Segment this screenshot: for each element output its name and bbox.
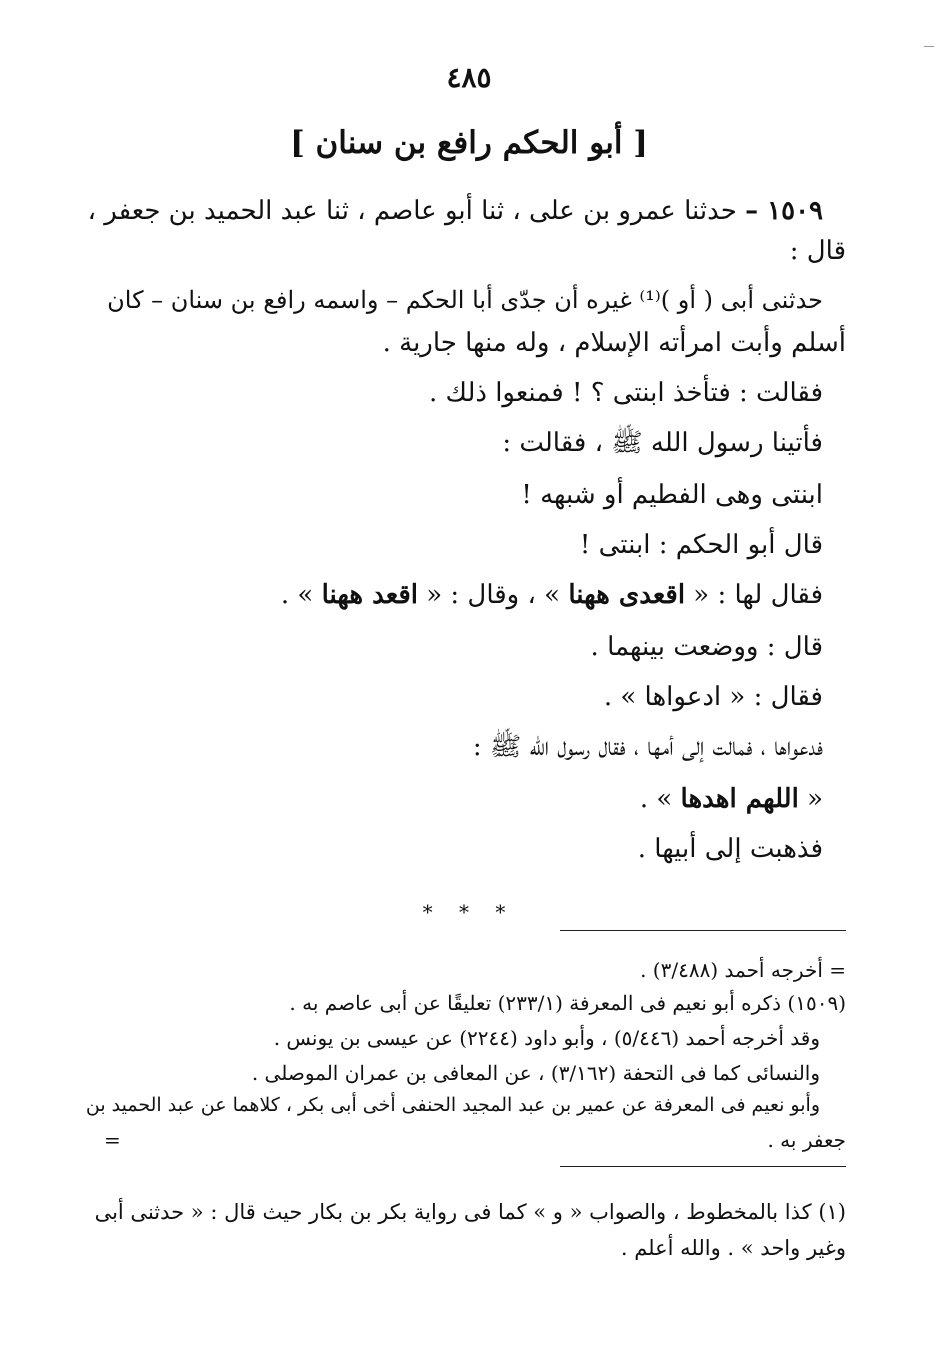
hadith-line-4: أسلم وأبت امرأته الإسلام ، وله منها جارية .	[382, 328, 846, 358]
footnote-line-6: جعفر به .	[767, 1128, 846, 1152]
hadith-line-11: فقال : « ادعواها » .	[603, 682, 823, 712]
footnote-rule-bottom	[560, 1166, 846, 1167]
page-edge-mark	[924, 46, 934, 47]
hadith-line-1	[88, 198, 823, 224]
hadith-line-13	[640, 786, 823, 812]
quote-prayer: اللهم اهدها	[680, 784, 799, 814]
quote-sit-here-male: اقعد ههنا	[321, 580, 418, 610]
line-9-part-e: » .	[280, 580, 322, 610]
quote-sit-here-female: اقعدى ههنا	[568, 580, 686, 610]
line-9-part-c: » ، وقال : «	[417, 580, 569, 610]
footnote-rule-top	[560, 930, 846, 931]
footnote-line-5: وأبو نعيم فى المعرفة عن عمير بن عبد المجيد الحنفى أخى أبى بكر ، كلاهما عن عبد الحميد بن	[85, 1094, 820, 1116]
hadith-line-12: فدعواها ، فمالت إلى أمها ، فقال رسول الله ﷺ :	[472, 732, 823, 762]
footnote-line-3: وقد أخرجه أحمد (٥/٤٤٦) ، وأبو داود (٢٢٤٤) عن عيسى بن يونس .	[273, 1026, 820, 1050]
note-line-2: وغير واحد » . والله أعلم .	[620, 1236, 846, 1260]
hadith-line-3: حدثنى أبى ( أو )⁽¹⁾ غيره أن جدّى أبا الحكم – واسمه رافع بن سنان – كان	[107, 286, 823, 314]
line-9-part-a: فقال لها : «	[685, 580, 823, 610]
line-13-part-a: «	[798, 784, 823, 814]
page-number: ٤٨٥	[446, 61, 492, 94]
hadith-line-8: قال أبو الحكم : ابنتى !	[579, 530, 823, 560]
hadith-line-14: فذهبت إلى أبيها .	[637, 834, 823, 864]
hadith-line-6: فأتينا رسول الله ﷺ ، فقالت :	[502, 428, 823, 458]
hadith-line-9	[281, 582, 823, 608]
footnote-line-2: (١٥٠٩) ذكره أبو نعيم فى المعرفة (٢٣٣/١) تعليقًا عن أبى عاصم به .	[289, 991, 846, 1015]
hadith-line-10: قال : ووضعت بينهما .	[590, 632, 823, 662]
hadith-number: ١٥٠٩ –	[745, 196, 823, 226]
page-title: [ أبو الحكم رافع بن سنان ]	[290, 125, 648, 161]
hadith-line-1-text: حدثنا عمرو بن على ، ثنا أبو عاصم ، ثنا عبد الحميد بن جعفر ،	[87, 196, 737, 226]
continuation-mark: =	[104, 1128, 121, 1152]
section-separator: * * *	[422, 900, 516, 924]
note-line-1: (١) كذا بالمخطوط ، والصواب « و » كما فى رواية بكر بن بكار حيث قال : « حدثنى أبى	[94, 1200, 846, 1224]
hadith-line-7: ابنتى وهى الفطيم أو شبهه !	[521, 480, 823, 510]
footnote-line-1: = أخرجه أحمد (٣/٤٨٨) .	[640, 958, 846, 982]
line-13-part-c: » .	[639, 784, 681, 814]
footnote-line-4: والنسائى كما فى التحفة (٣/١٦٢) ، عن المعافى بن عمران الموصلى .	[251, 1061, 820, 1085]
hadith-line-2: قال :	[789, 236, 846, 266]
hadith-line-5: فقالت : فتأخذ ابنتى ؟ ! فمنعوا ذلك .	[429, 378, 823, 408]
